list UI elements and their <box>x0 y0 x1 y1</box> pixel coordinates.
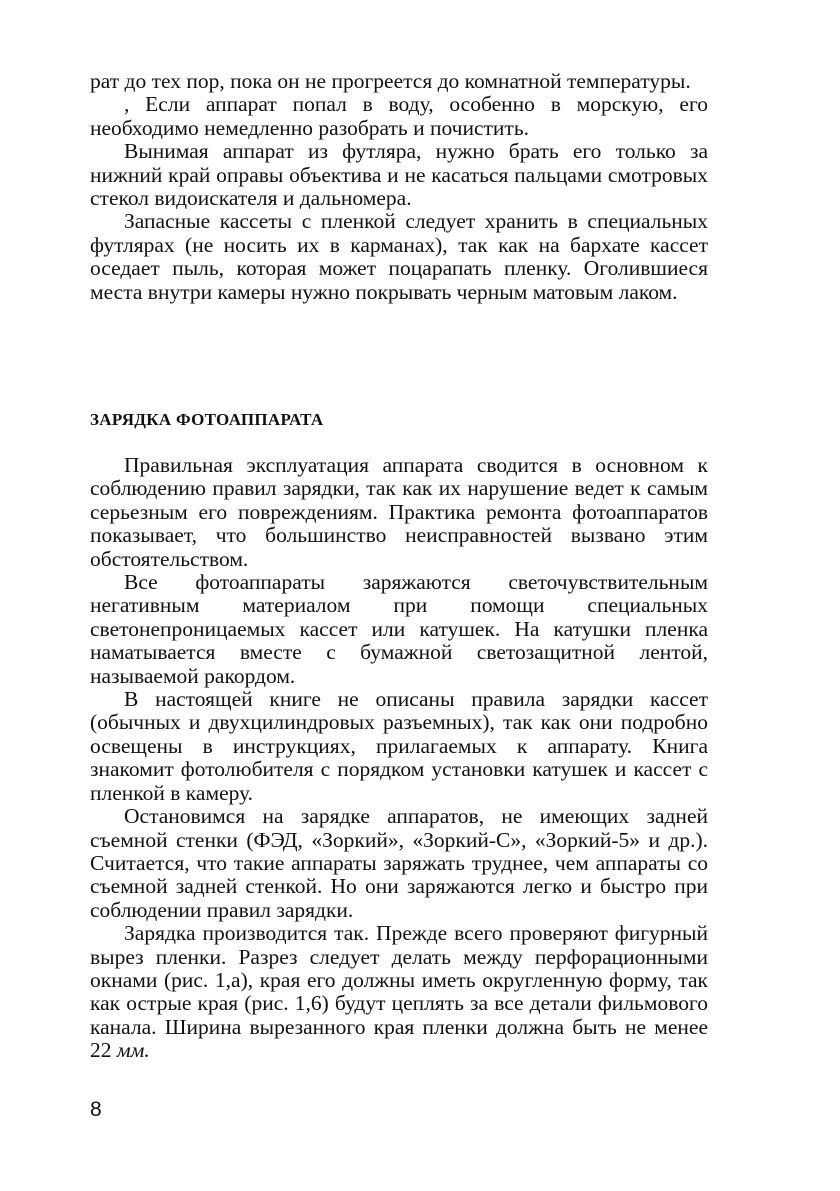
paragraph-case-handling: Вынимая аппарат из футляра, нужно брать его только за нижний край оправы объектива и не касаться пальцами смотровых стекол видоискателя и дальномера. <box>90 139 708 211</box>
paragraph-continuation: рат до тех пор, пока он не прогреется до комнатной температуры. <box>90 69 691 93</box>
paragraph-no-back-cameras: Остановимся на зарядке аппаратов, не имеющих задней съемной стенки (ФЭД, «Зоркий», «Зоркий-С», «Зоркий-5» и др.). Считается, что такие аппараты заряжать труднее, чем аппараты со съемной задней стенкой. Но они заряжаются легко и быстро при соблюдении правил зарядки. <box>90 804 708 922</box>
unit-mm: мм. <box>116 1038 150 1063</box>
paragraph-loading-materials: Все фотоаппараты заряжаются светочувствительным негативным материалом при помощи специальных светонепроницаемых кассет или катушек. На катушки пленка наматывается вместе с бумажной светозащитной лентой, называемой ракордом. <box>90 570 708 688</box>
section-body <box>90 454 708 1063</box>
page-number: 8 <box>90 1098 102 1121</box>
paragraph-proper-use: Правильная эксплуатация аппарата сводится в основном к соблюдению правил зарядки, так как их нарушение ведет к самым серьезным его повреждениям. Практика ремонта фотоаппаратов показывает, что большинство неисправностей вызвано этим обстоятельством. <box>90 453 708 571</box>
paragraph-book-scope: В настоящей книге не описаны правила зарядки кассет (обычных и двухцилиндровых разъемных), так как они подробно освещены в инструкциях, прилагаемых к аппарату. Книга знакомит фотолюбителя с порядком установки катушек и кассет с пленкой в камеру. <box>90 687 708 805</box>
section-heading: ЗАРЯДКА ФОТОАППАРАТА <box>90 410 324 429</box>
paragraph-spare-cassettes: Запасные кассеты с пленкой следует хранить в специальных футлярах (не носить их в карманах), так как на бархате кассет оседает пыль, которая может поцарапать пленку. Оголившиеся места внутри камеры нужно покрывать черным матовым лаком. <box>90 209 708 304</box>
loading-procedure-text: Зарядка производится так. Прежде всего проверяют фигурный вырез пленки. Разрез следует делать между перфорационными окнами (рис. 1,а), края его должны иметь округленную форму, так как острые края (рис. 1,6) будут цеплять за все детали фильмового канала. Ширина вырезанного края пленки должна быть не менее 22 <box>90 921 708 1063</box>
page-body <box>90 69 708 1063</box>
paragraph-water-damage: , Если аппарат попал в воду, особенно в морскую, его необходимо немедленно разобрать и почистить. <box>90 92 708 140</box>
paragraph-loading-procedure <box>90 922 708 1062</box>
